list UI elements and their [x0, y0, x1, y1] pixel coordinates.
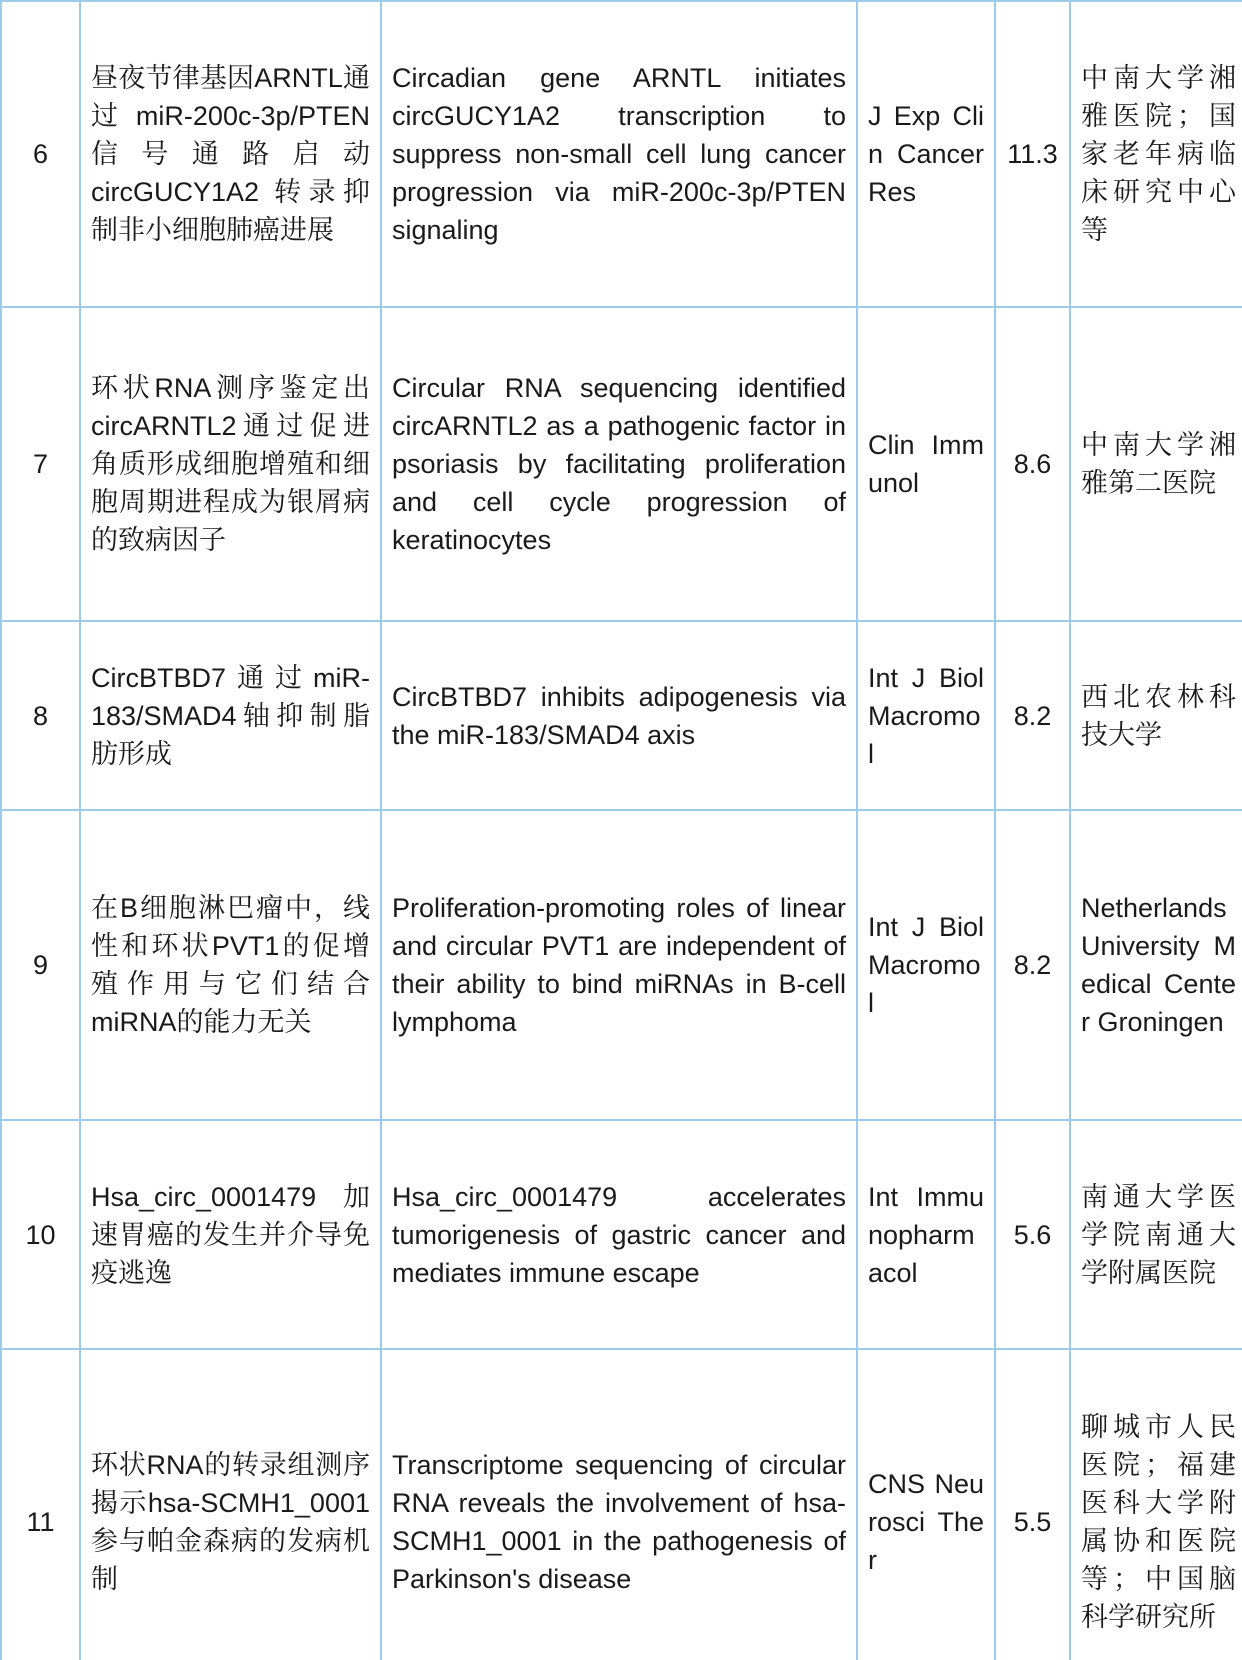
- table-row: [1, 810, 1242, 1120]
- chinese-title-cell: 环状RNA测序鉴定出circARNTL2通过促进角质形成细胞增殖和细胞周期进程成为银屑病的致病因子: [80, 307, 381, 621]
- impact-factor-cell: 8.2: [995, 810, 1070, 1120]
- row-index-cell: 6: [1, 1, 80, 307]
- table-row: [1, 1, 1242, 307]
- institution-cell: 南通大学医学院南通大学附属医院: [1070, 1120, 1242, 1349]
- institution-cell: Netherlands University Medical Center Groningen: [1070, 810, 1242, 1120]
- chinese-title-cell: 在B细胞淋巴瘤中，线性和环状PVT1的促增殖作用与它们结合miRNA的能力无关: [80, 810, 381, 1120]
- table-row: [1, 621, 1242, 810]
- row-index-cell: 11: [1, 1349, 80, 1660]
- row-index-cell: 9: [1, 810, 80, 1120]
- row-index-cell: 8: [1, 621, 80, 810]
- journal-cell: Int J Biol Macromol: [857, 810, 995, 1120]
- impact-factor-cell: 11.3: [995, 1, 1070, 307]
- table-row: [1, 1120, 1242, 1349]
- chinese-title-cell: 昼夜节律基因ARNTL通过miR-200c-3p/PTEN信号通路启动circGUCY1A2 转录抑制非小细胞肺癌进展: [80, 1, 381, 307]
- row-index-cell: 10: [1, 1120, 80, 1349]
- chinese-title-cell: Hsa_circ_0001479加速胃癌的发生并介导免疫逃逸: [80, 1120, 381, 1349]
- journal-cell: CNS Neurosci Ther: [857, 1349, 995, 1660]
- institution-cell: 中南大学湘雅医院；国家老年病临床研究中心等: [1070, 1, 1242, 307]
- journal-cell: J Exp Clin Cancer Res: [857, 1, 995, 307]
- journal-cell: Int J Biol Macromol: [857, 621, 995, 810]
- chinese-title-cell: CircBTBD7通过miR-183/SMAD4轴抑制脂肪形成: [80, 621, 381, 810]
- english-title-cell: Hsa_circ_0001479 accelerates tumorigenesis of gastric cancer and mediates immune escape: [381, 1120, 857, 1349]
- english-title-cell: Proliferation-promoting roles of linear and circular PVT1 are independent of their ability to bind miRNAs in B-cell lymphoma: [381, 810, 857, 1120]
- row-index-cell: 7: [1, 307, 80, 621]
- institution-cell: 聊城市人民医院；福建医科大学附属协和医院等；中国脑科学研究所: [1070, 1349, 1242, 1660]
- english-title-cell: Circular RNA sequencing identified circARNTL2 as a pathogenic factor in psoriasis by facilitating proliferation and cell cycle progression of keratinocytes: [381, 307, 857, 621]
- impact-factor-cell: 5.6: [995, 1120, 1070, 1349]
- english-title-cell: CircBTBD7 inhibits adipogenesis via the miR-183/SMAD4 axis: [381, 621, 857, 810]
- institution-cell: 西北农林科技大学: [1070, 621, 1242, 810]
- chinese-title-cell: 环状RNA的转录组测序揭示hsa-SCMH1_0001参与帕金森病的发病机制: [80, 1349, 381, 1660]
- institution-cell: 中南大学湘雅第二医院: [1070, 307, 1242, 621]
- journal-cell: Int Immunopharmacol: [857, 1120, 995, 1349]
- table-row: [1, 307, 1242, 621]
- table-row: [1, 1349, 1242, 1660]
- english-title-cell: Circadian gene ARNTL initiates circGUCY1A2 transcription to suppress non-small cell lung cancer progression via miR-200c-3p/PTEN signaling: [381, 1, 857, 307]
- journal-cell: Clin Immunol: [857, 307, 995, 621]
- impact-factor-cell: 5.5: [995, 1349, 1070, 1660]
- english-title-cell: Transcriptome sequencing of circular RNA reveals the involvement of hsa-SCMH1_0001 in the pathogenesis of Parkinson's disease: [381, 1349, 857, 1660]
- impact-factor-cell: 8.2: [995, 621, 1070, 810]
- impact-factor-cell: 8.6: [995, 307, 1070, 621]
